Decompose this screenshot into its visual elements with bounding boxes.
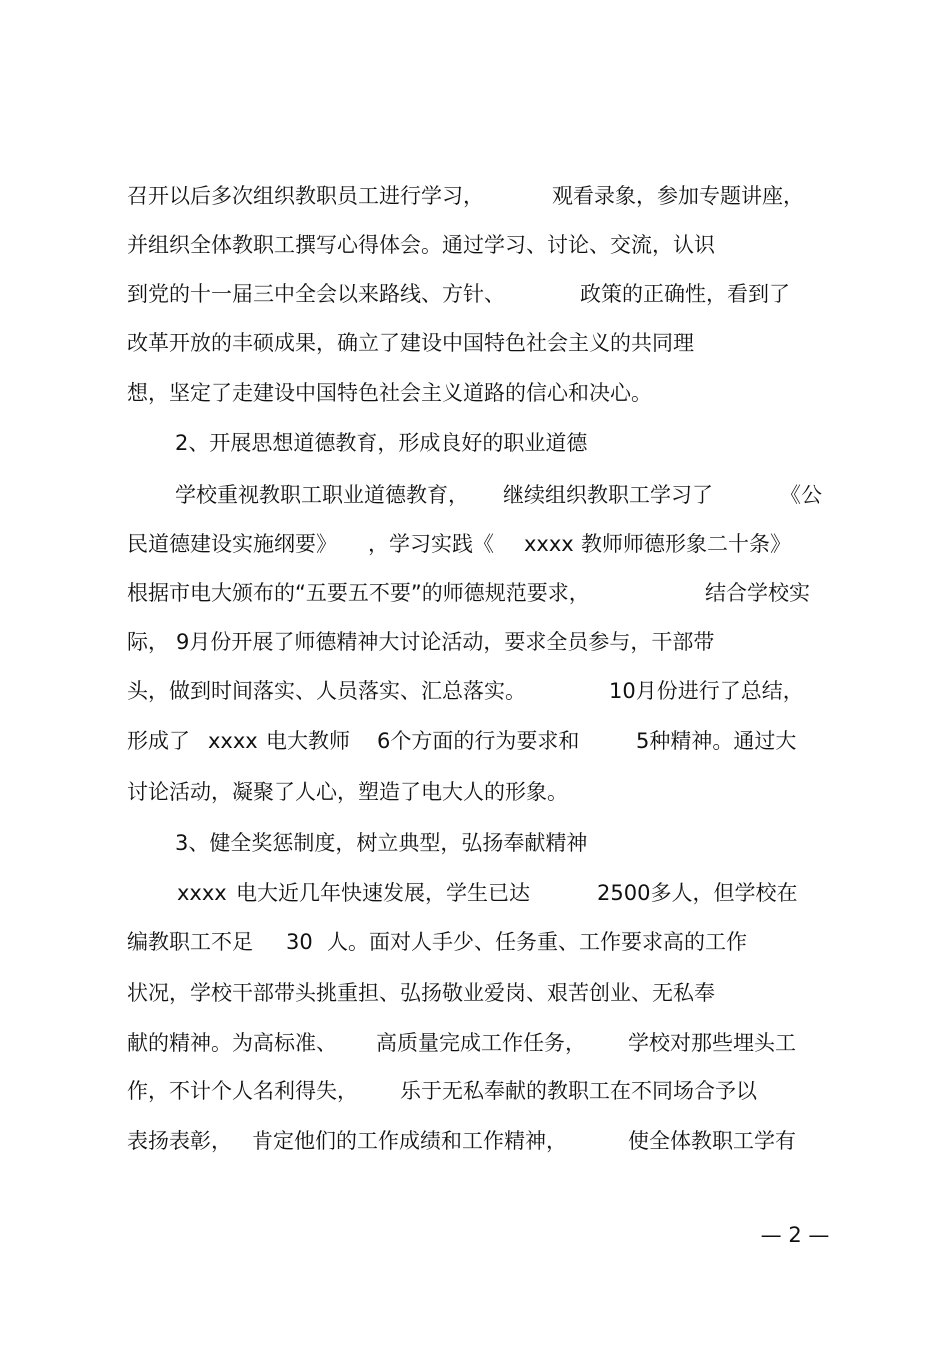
text-line — [0, 973, 950, 1013]
text-segment: 人。面对人手少、任务重、工作要求高的工作 — [327, 930, 747, 954]
text-line — [0, 225, 950, 265]
text-line — [0, 721, 950, 761]
text-segment: 到党的十一届三中全会以来路线、方针、 — [127, 282, 505, 306]
text-segment: xxxx — [524, 532, 574, 556]
text-segment: 想，坚定了走建设中国特色社会主义道路的信心和决心。 — [127, 381, 652, 405]
text-segment: 学校对那些埋头工 — [628, 1031, 796, 1055]
text-line — [0, 176, 950, 216]
text-segment: 讨论活动，凝聚了人心，塑造了电大人的形象。 — [127, 780, 568, 804]
text-segment: 献的精神。为高标准、 — [127, 1031, 337, 1055]
text-segment: 30 — [286, 930, 313, 954]
text-line — [0, 671, 950, 711]
section-heading — [0, 823, 950, 863]
text-segment: 际， — [127, 630, 169, 654]
text-segment: 9月份开展了师德精神大讨论活动，要求全员参与，干部带 — [176, 630, 715, 654]
text-segment: 观看录象，参加专题讲座， — [552, 184, 804, 208]
text-segment: 6个方面的行为要求和 — [377, 729, 580, 753]
text-segment: 结合学校实 — [705, 581, 810, 605]
text-line — [0, 1121, 950, 1161]
text-segment: 状况，学校干部带头挑重担、弘扬敬业爱岗、艰苦创业、无私奉 — [127, 981, 715, 1005]
section-heading — [0, 423, 950, 463]
text-line — [0, 1023, 950, 1063]
text-segment: 并组织全体教职工撰写心得体会。通过学习、讨论、交流，认识 — [127, 233, 715, 257]
text-segment: 编教职工不足 — [127, 930, 253, 954]
text-segment: 电大教师 — [266, 729, 350, 753]
text-segment: 5种精神。通过大 — [636, 729, 797, 753]
text-segment: xxxx — [208, 729, 258, 753]
text-line — [0, 573, 950, 613]
text-segment: 2500多人，但学校在 — [597, 881, 798, 905]
text-segment: 2、开展思想道德教育，形成良好的职业道德 — [175, 431, 588, 455]
text-line — [0, 323, 950, 363]
text-segment: 使全体教职工学有 — [628, 1129, 796, 1153]
text-segment: 电大近几年快速发展，学生已达 — [236, 881, 530, 905]
text-line — [0, 274, 950, 314]
text-segment: 《公 — [780, 483, 822, 507]
text-segment: 乐于无私奉献的教职工在不同场合予以 — [400, 1079, 757, 1103]
text-segment: 形成了 — [127, 729, 190, 753]
text-segment: 改革开放的丰硕成果，确立了建设中国特色社会主义的共同理 — [127, 331, 694, 355]
text-line — [0, 524, 950, 564]
text-segment: 10月份进行了总结， — [609, 679, 804, 703]
text-segment: 召开以后多次组织教职员工进行学习， — [127, 184, 484, 208]
text-segment: 高质量完成工作任务， — [376, 1031, 586, 1055]
text-line — [0, 1071, 950, 1111]
text-segment: 民道德建设实施纲要》 — [127, 532, 337, 556]
text-segment: 作，不计个人名利得失， — [127, 1079, 358, 1103]
text-line — [0, 622, 950, 662]
text-segment: 根据市电大颁布的“五要五不要”的师德规范要求， — [127, 581, 590, 605]
text-segment: 头，做到时间落实、人员落实、汇总落实。 — [127, 679, 526, 703]
text-line — [0, 373, 950, 413]
text-segment: 肯定他们的工作成绩和工作精神， — [252, 1129, 567, 1153]
text-line — [0, 475, 950, 515]
text-segment: 学校重视教职工职业道德教育， — [175, 483, 469, 507]
text-segment: 3、健全奖惩制度，树立典型，弘扬奉献精神 — [175, 831, 588, 855]
text-segment: 政策的正确性，看到了 — [580, 282, 790, 306]
page-number: — 2 — — [760, 1223, 830, 1247]
text-segment: ，学习实践《 — [368, 532, 494, 556]
text-segment: 教师师德形象二十条》 — [581, 532, 791, 556]
text-segment: 表扬表彰， — [127, 1129, 232, 1153]
text-line — [0, 772, 950, 812]
text-segment: 继续组织教职工学习了 — [503, 483, 713, 507]
text-line — [0, 873, 950, 913]
text-line — [0, 922, 950, 962]
text-segment: xxxx — [177, 881, 227, 905]
